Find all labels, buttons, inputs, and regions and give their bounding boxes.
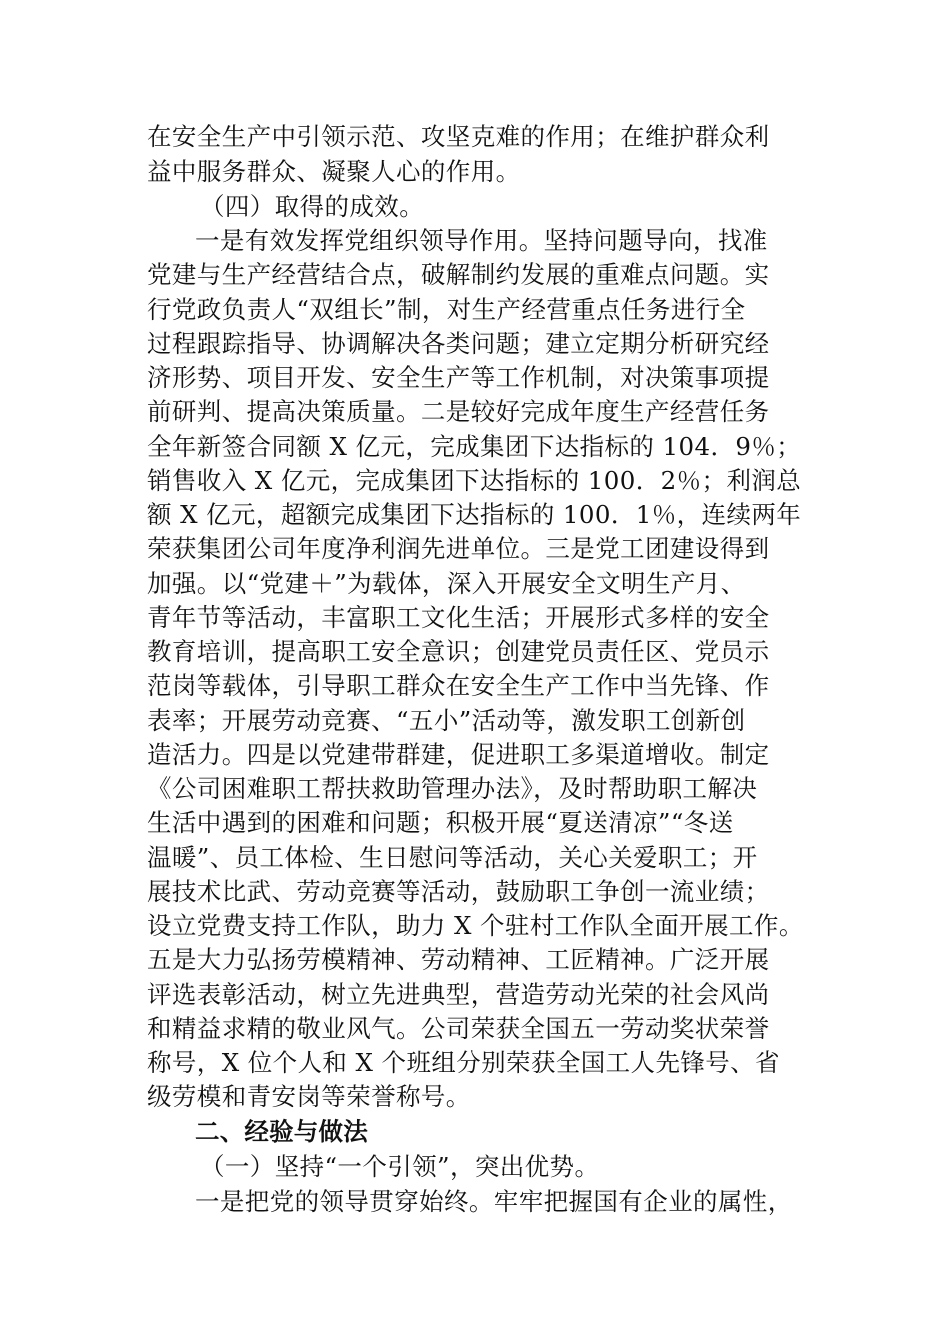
text-line: 表率；开展劳动竞赛、“五小”活动等，激发职工创新创	[147, 706, 746, 735]
text-line: 全年新签合同额 X 亿元，完成集团下达指标的 104．9％；	[147, 432, 802, 461]
text-line: 称号，X 位个人和 X 个班组分别荣获全国工人先锋号、省	[147, 1048, 780, 1077]
text-line: 级劳模和青安岗等荣誉称号。	[147, 1082, 471, 1111]
text-line: 行党政负责人“双组长”制，对生产经营重点任务进行全	[147, 295, 746, 324]
text-line: 设立党费支持工作队，助力 X 个驻村工作队全面开展工作。	[147, 911, 804, 940]
text-line: 温暖”、员工体检、生日慰问等活动，关心关爱职工；开	[147, 843, 758, 872]
section-heading: 二、经验与做法	[195, 1117, 368, 1146]
text-line: 荣获集团公司年度净利润先进单位。三是党工团建设得到	[147, 534, 770, 563]
text-line: 展技术比武、劳动竞赛等活动，鼓励职工争创一流业绩；	[147, 877, 770, 906]
text-line: 一是把党的领导贯穿始终。牢牢把握国有企业的属性，	[195, 1187, 793, 1216]
text-line: 教育培训，提高职工安全意识；创建党员责任区、党员示	[147, 637, 770, 666]
text-line: 评选表彰活动，树立先进典型，营造劳动光荣的社会风尚	[147, 980, 770, 1009]
text-line: 在安全生产中引领示范、攻坚克难的作用；在维护群众利	[147, 122, 770, 151]
text-line: 加强。以“党建＋”为载体，深入开展安全文明生产月、	[147, 569, 746, 598]
text-line: 《公司困难职工帮扶救助管理办法》，及时帮助职工解决	[147, 774, 758, 803]
subsection-heading: （一）坚持“一个引领”，突出优势。	[200, 1152, 600, 1181]
text-line: 济形势、项目开发、安全生产等工作机制，对决策事项提	[147, 363, 770, 392]
text-line: 和精益求精的敬业风气。公司荣获全国五一劳动奖状荣誉	[147, 1014, 770, 1043]
text-line: 青年节等活动，丰富职工文化生活；开展形式多样的安全	[147, 603, 770, 632]
text-line: 党建与生产经营结合点，破解制约发展的重难点问题。实	[147, 260, 770, 289]
text-line: 生活中遇到的困难和问题；积极开展“夏送清凉”“冬送	[147, 808, 734, 837]
text-line: 一是有效发挥党组织领导作用。坚持问题导向，找准	[195, 226, 768, 255]
text-line: 前研判、提高决策质量。二是较好完成年度生产经营任务	[147, 397, 770, 426]
text-line: 五是大力弘扬劳模精神、劳动精神、工匠精神。广泛开展	[147, 945, 770, 974]
text-line: 销售收入 X 亿元，完成集团下达指标的 100．2％；利润总	[147, 466, 802, 495]
text-line: 额 X 亿元，超额完成集团下达指标的 100．1％，连续两年	[147, 500, 802, 529]
text-line: 范岗等载体，引导职工群众在安全生产工作中当先锋、作	[147, 671, 770, 700]
text-line: 益中服务群众、凝聚人心的作用。	[147, 157, 521, 186]
section-heading: （四）取得的成效。	[200, 192, 425, 221]
text-line: 过程跟踪指导、协调解决各类问题；建立定期分析研究经	[147, 329, 770, 358]
text-line: 造活力。四是以党建带群建，促进职工多渠道增收。制定	[147, 740, 770, 769]
